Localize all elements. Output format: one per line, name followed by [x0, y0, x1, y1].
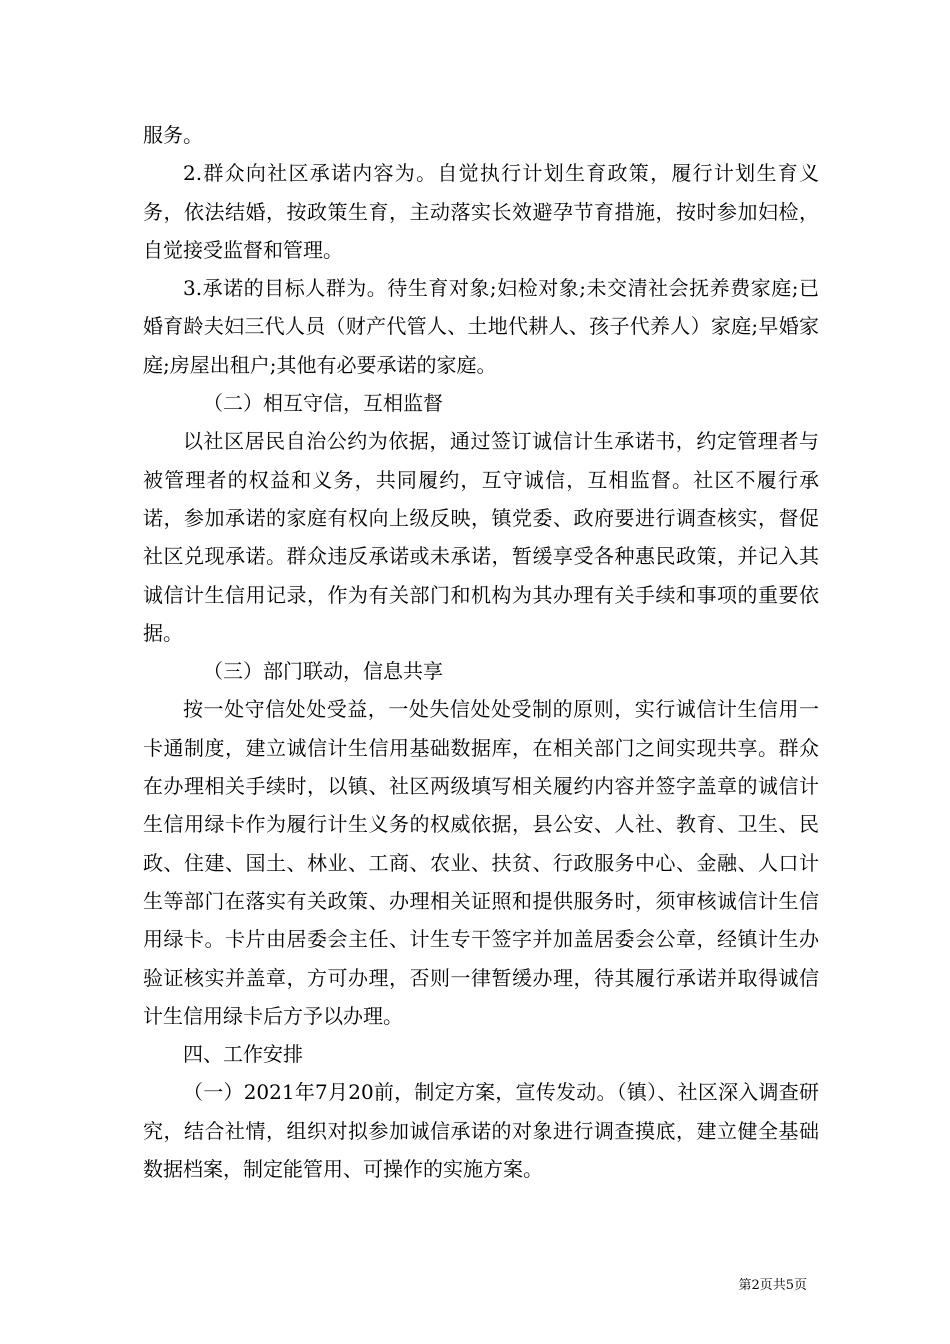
document-body — [143, 116, 819, 1188]
section-heading: （二）相互守信，互相监督 — [203, 391, 443, 416]
paragraph: 2.群众向社区承诺内容为。自觉执行计划生育政策，履行计划生育义务，依法结婚，按政策生育，主动落实长效避孕节育措施，按时参加妇检，自觉接受监督和管理。 — [143, 161, 819, 262]
paragraph: 3.承诺的目标人群为。待生育对象;妇检对象;未交清社会抚养费家庭;已婚育龄夫妇三代人员（财产代管人、土地代耕人、孩子代养人）家庭;早婚家庭;房屋出租户;其他有必要承诺的家庭。 — [143, 276, 819, 377]
paragraph: （一）2021年7月20前，制定方案，宣传发动。（镇）、社区深入调查研究，结合社情，组织对拟参加诚信承诺的对象进行调查摸底，建立健全基础数据档案，制定能管用、可操作的实施方案。 — [143, 1080, 819, 1182]
section-heading: 四、工作安排 — [183, 1042, 303, 1067]
page-number: 第2页共5页 — [738, 1278, 807, 1293]
section-heading: （三）部门联动，信息共享 — [203, 659, 443, 684]
paragraph: 服务。 — [143, 123, 203, 147]
paragraph: 按一处守信处处受益，一处失信处处受制的原则，实行诚信计生信用一卡通制度，建立诚信计生信用基础数据库，在相关部门之间实现共享。群众在办理相关手续时，以镇、社区两级填写相关履约内容并签字盖章的诚信计生信用绿卡作为履行计生义务的权威依据，县公安、人社、教育、卫生、民政、住建、国土、林业、工商、农业、扶贫、行政服务中心、金融、人口计生等部门在落实有关政策、办理相关证照和提供服务时，须审核诚信计生信用绿卡。卡片由居委会主任、计生专干签字并加盖居委会公章，经镇计生办验证核实并盖章，方可办理，否则一律暂缓办理，待其履行承诺并取得诚信计生信用绿卡后方予以办理。 — [143, 697, 819, 1028]
paragraph: 以社区居民自治公约为依据，通过签订诚信计生承诺书，约定管理者与被管理者的权益和义务，共同履约，互守诚信，互相监督。社区不履行承诺，参加承诺的家庭有权向上级反映，镇党委、政府要进行调查核实，督促社区兑现承诺。群众违反承诺或未承诺，暂缓享受各种惠民政策，并记入其诚信计生信用记录，作为有关部门和机构为其办理有关手续和事项的重要依据。 — [143, 429, 819, 645]
